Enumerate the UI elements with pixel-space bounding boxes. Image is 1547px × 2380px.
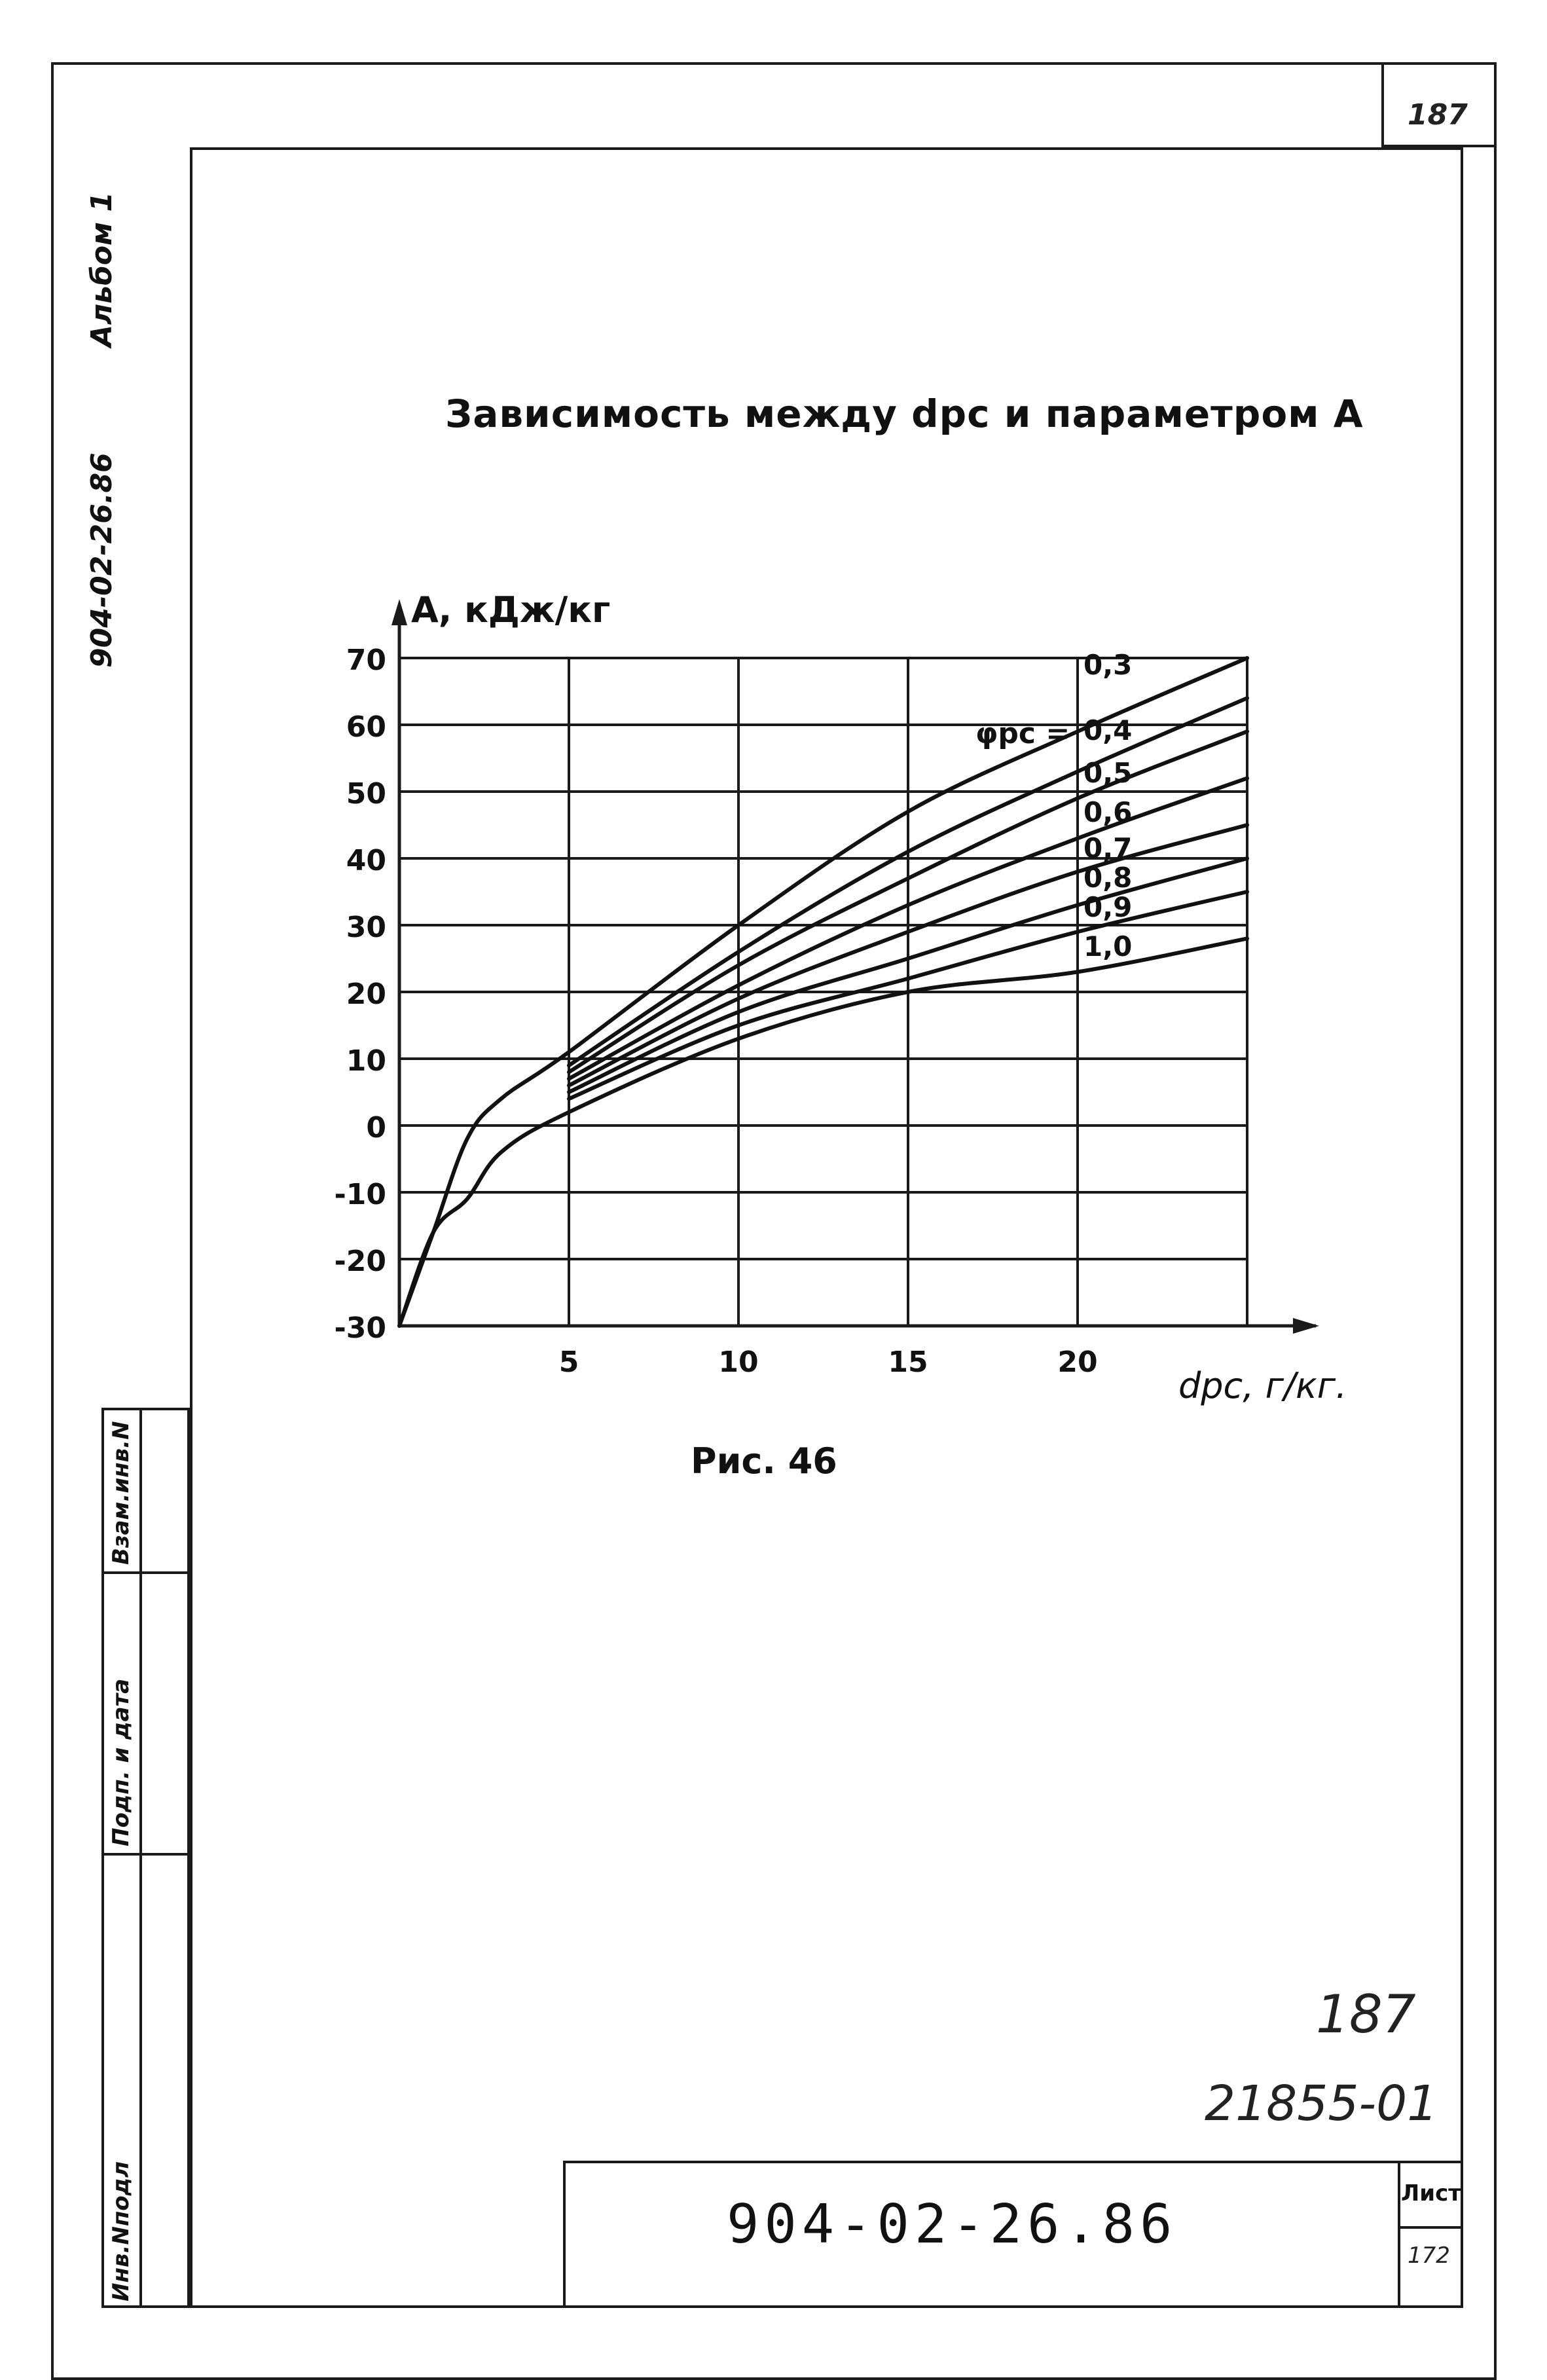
title-block-code: 904-02-26.86 — [727, 2193, 1178, 2256]
x-tick-label: 5 — [558, 1346, 579, 1379]
handwritten-number: 187 — [1316, 1984, 1416, 2045]
figure-caption: Рис. 46 — [691, 1440, 837, 1482]
album-label: Альбом 1 — [85, 192, 118, 347]
stamp-label-sign: Подп. и дата — [108, 1678, 134, 1846]
series-label-0-7: 0,7 — [1083, 832, 1133, 864]
series-label-1-0: 1,0 — [1083, 930, 1133, 962]
y-axis-label: А, кДж/кг — [411, 589, 611, 631]
page-number-top: 187 — [1408, 98, 1468, 132]
stamp-label-replace: Взам.инв.N — [108, 1421, 134, 1565]
series-label-0-3: 0,3 — [1083, 649, 1133, 681]
x-tick-label: 15 — [888, 1346, 928, 1379]
y-tick-label: 30 — [346, 911, 386, 944]
y-tick-label: 10 — [346, 1044, 386, 1078]
sheet-number: 172 — [1408, 2243, 1450, 2269]
y-tick-label: 40 — [346, 844, 386, 877]
y-tick-label: 60 — [346, 710, 386, 744]
legend-title: φрс = — [975, 717, 1070, 750]
series-label-0-6: 0,6 — [1083, 796, 1133, 828]
x-axis-label: dрс, г/кг. — [1178, 1365, 1347, 1406]
series-label-0-9: 0,9 — [1083, 891, 1133, 923]
y-tick-label: 70 — [346, 644, 386, 677]
y-tick-label: -10 — [334, 1178, 386, 1211]
figure-title: Зависимость между dрс и параметром А — [445, 392, 1364, 436]
y-tick-label: 50 — [346, 777, 386, 811]
series-label-0-8: 0,8 — [1083, 862, 1133, 894]
y-tick-label: 0 — [366, 1111, 386, 1144]
sheet-number-divider — [1398, 2226, 1463, 2229]
y-axis-arrow — [391, 599, 407, 625]
series-line-1-0 — [399, 938, 1247, 1326]
doc-code-side: 904-02-26.86 — [85, 452, 118, 668]
x-axis-arrow — [1293, 1318, 1319, 1334]
y-tick-label: -30 — [334, 1311, 386, 1345]
x-tick-label: 10 — [718, 1346, 759, 1379]
handwritten-code: 21855-01 — [1205, 2076, 1438, 2132]
stamp-label-inv: Инв.Nподл — [108, 2161, 134, 2301]
x-tick-label: 20 — [1057, 1346, 1098, 1379]
series-label-0-4: 0,4 — [1083, 714, 1133, 746]
series-label-0-5: 0,5 — [1083, 757, 1133, 789]
y-tick-label: 20 — [346, 978, 386, 1011]
y-tick-label: -20 — [334, 1245, 386, 1278]
sheet-label: Лист — [1401, 2180, 1461, 2206]
